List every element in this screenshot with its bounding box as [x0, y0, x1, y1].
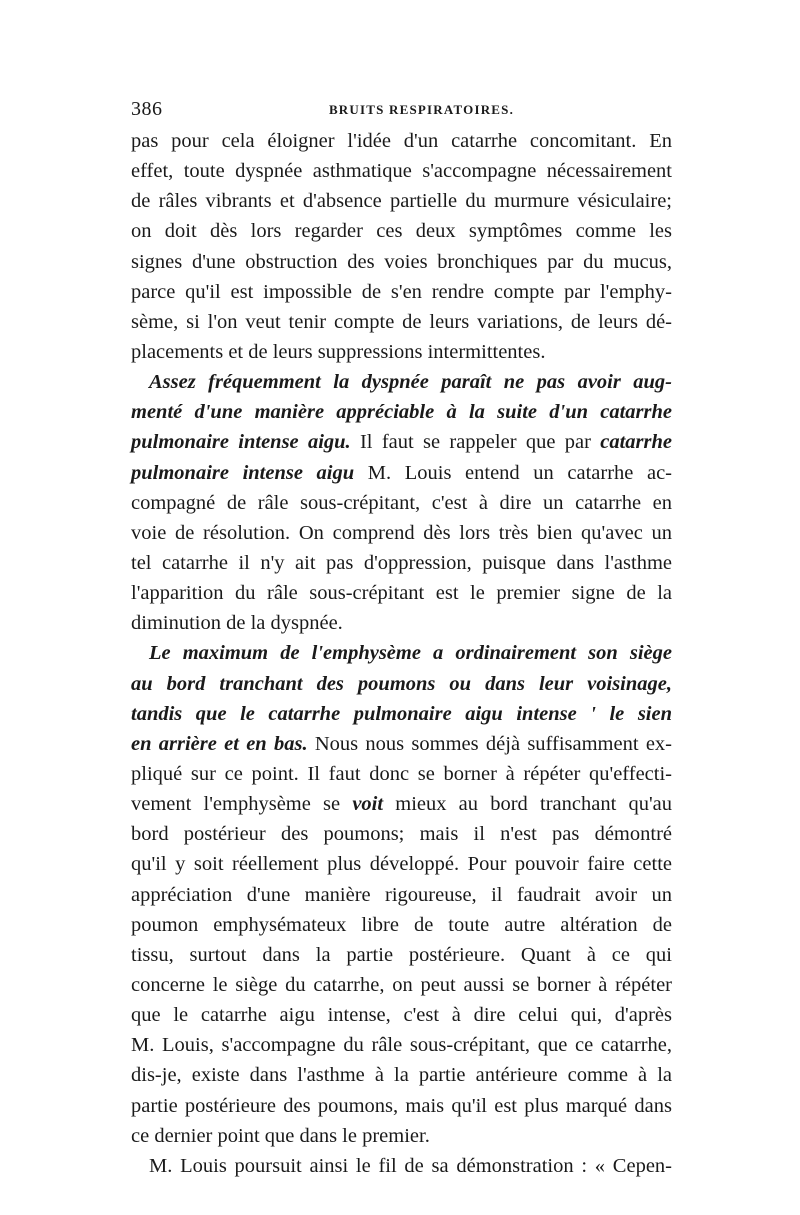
text-line: ce dernier point que dans le premier. [131, 1124, 430, 1147]
text-line: parce qu'il est impossible de s'en rendre compte par l'emphy- [131, 280, 672, 303]
running-head: BRUITS RESPIRATOIRES. [328, 102, 515, 117]
text-line: en arrière et en bas. Nous nous sommes déjà suffisamment ex- [131, 732, 672, 755]
text-line: de râles vibrants et d'absence partielle du murmure vésiculaire; [131, 190, 672, 213]
text-line: on doit dès lors regarder ces deux symptômes comme les [131, 220, 672, 243]
text-line: effet, toute dyspnée asthmatique s'accompagne nécessairement [131, 160, 672, 183]
page-number: 386 [131, 98, 163, 120]
text-line: voie de résolution. On comprend dès lors très bien qu'avec un [131, 521, 672, 544]
text-line: Assez fréquemment la dyspnée paraît ne pas avoir aug- [149, 371, 672, 394]
text-line: pliqué sur ce point. Il faut donc se borner à répéter qu'effecti- [131, 762, 672, 785]
text-line: que le catarrhe aigu intense, c'est à dire celui qui, d'après [131, 1004, 672, 1027]
text-line: dis-je, existe dans l'asthme à la partie antérieure comme à la [131, 1064, 672, 1087]
text-line: compagné de râle sous-crépitant, c'est à dire un catarrhe en [131, 491, 672, 514]
text-line: appréciation d'une manière rigoureuse, il faudrait avoir un [131, 883, 672, 906]
text-line: signes d'une obstruction des voies bronchiques par du mucus, [131, 250, 672, 273]
text-line: concerne le siège du catarrhe, on peut aussi se borner à répéter [131, 973, 672, 996]
text-line: Le maximum de l'emphysème a ordinairement son siège [149, 642, 672, 665]
text-line: tel catarrhe il n'y ait pas d'oppression, puisque dans l'asthme [131, 551, 672, 574]
text-line: M. Louis, s'accompagne du râle sous-crépitant, que ce catarrhe, [131, 1034, 672, 1057]
page-header [131, 98, 672, 126]
text-line: bord postérieur des poumons; mais il n'est pas démontré [131, 823, 672, 846]
text-line: l'apparition du râle sous-crépitant est le premier signe de la [131, 582, 672, 605]
text-line: pulmonaire intense aigu M. Louis entend un catarrhe ac- [131, 461, 672, 484]
text-line: pulmonaire intense aigu. Il faut se rappeler que par catarrhe [131, 431, 672, 454]
text-line: M. Louis poursuit ainsi le fil de sa démonstration : « Cepen- [149, 1154, 672, 1177]
text-line: placements et de leurs suppressions intermittentes. [131, 340, 546, 363]
text-line: tissu, surtout dans la partie postérieure. Quant à ce qui [131, 943, 672, 966]
text-line: au bord tranchant des poumons ou dans leur voisinage, [131, 672, 672, 695]
text-line: vement l'emphysème se voit mieux au bord tranchant qu'au [131, 793, 672, 816]
text-line: qu'il y soit réellement plus développé. Pour pouvoir faire cette [131, 853, 672, 876]
text-line: tandis que le catarrhe pulmonaire aigu intense ' le sien [131, 702, 672, 725]
text-line: poumon emphysémateux libre de toute autre altération de [131, 913, 672, 936]
text-line: partie postérieure des poumons, mais qu'il est plus marqué dans [131, 1094, 672, 1117]
text-line: sème, si l'on veut tenir compte de leurs variations, de leurs dé- [131, 310, 672, 333]
body-text [131, 126, 672, 1181]
text-line: menté d'une manière appréciable à la suite d'un catarrhe [131, 401, 672, 424]
text-line: diminution de la dyspnée. [131, 612, 343, 635]
text-line: pas pour cela éloigner l'idée d'un catarrhe concomitant. En [131, 130, 672, 152]
